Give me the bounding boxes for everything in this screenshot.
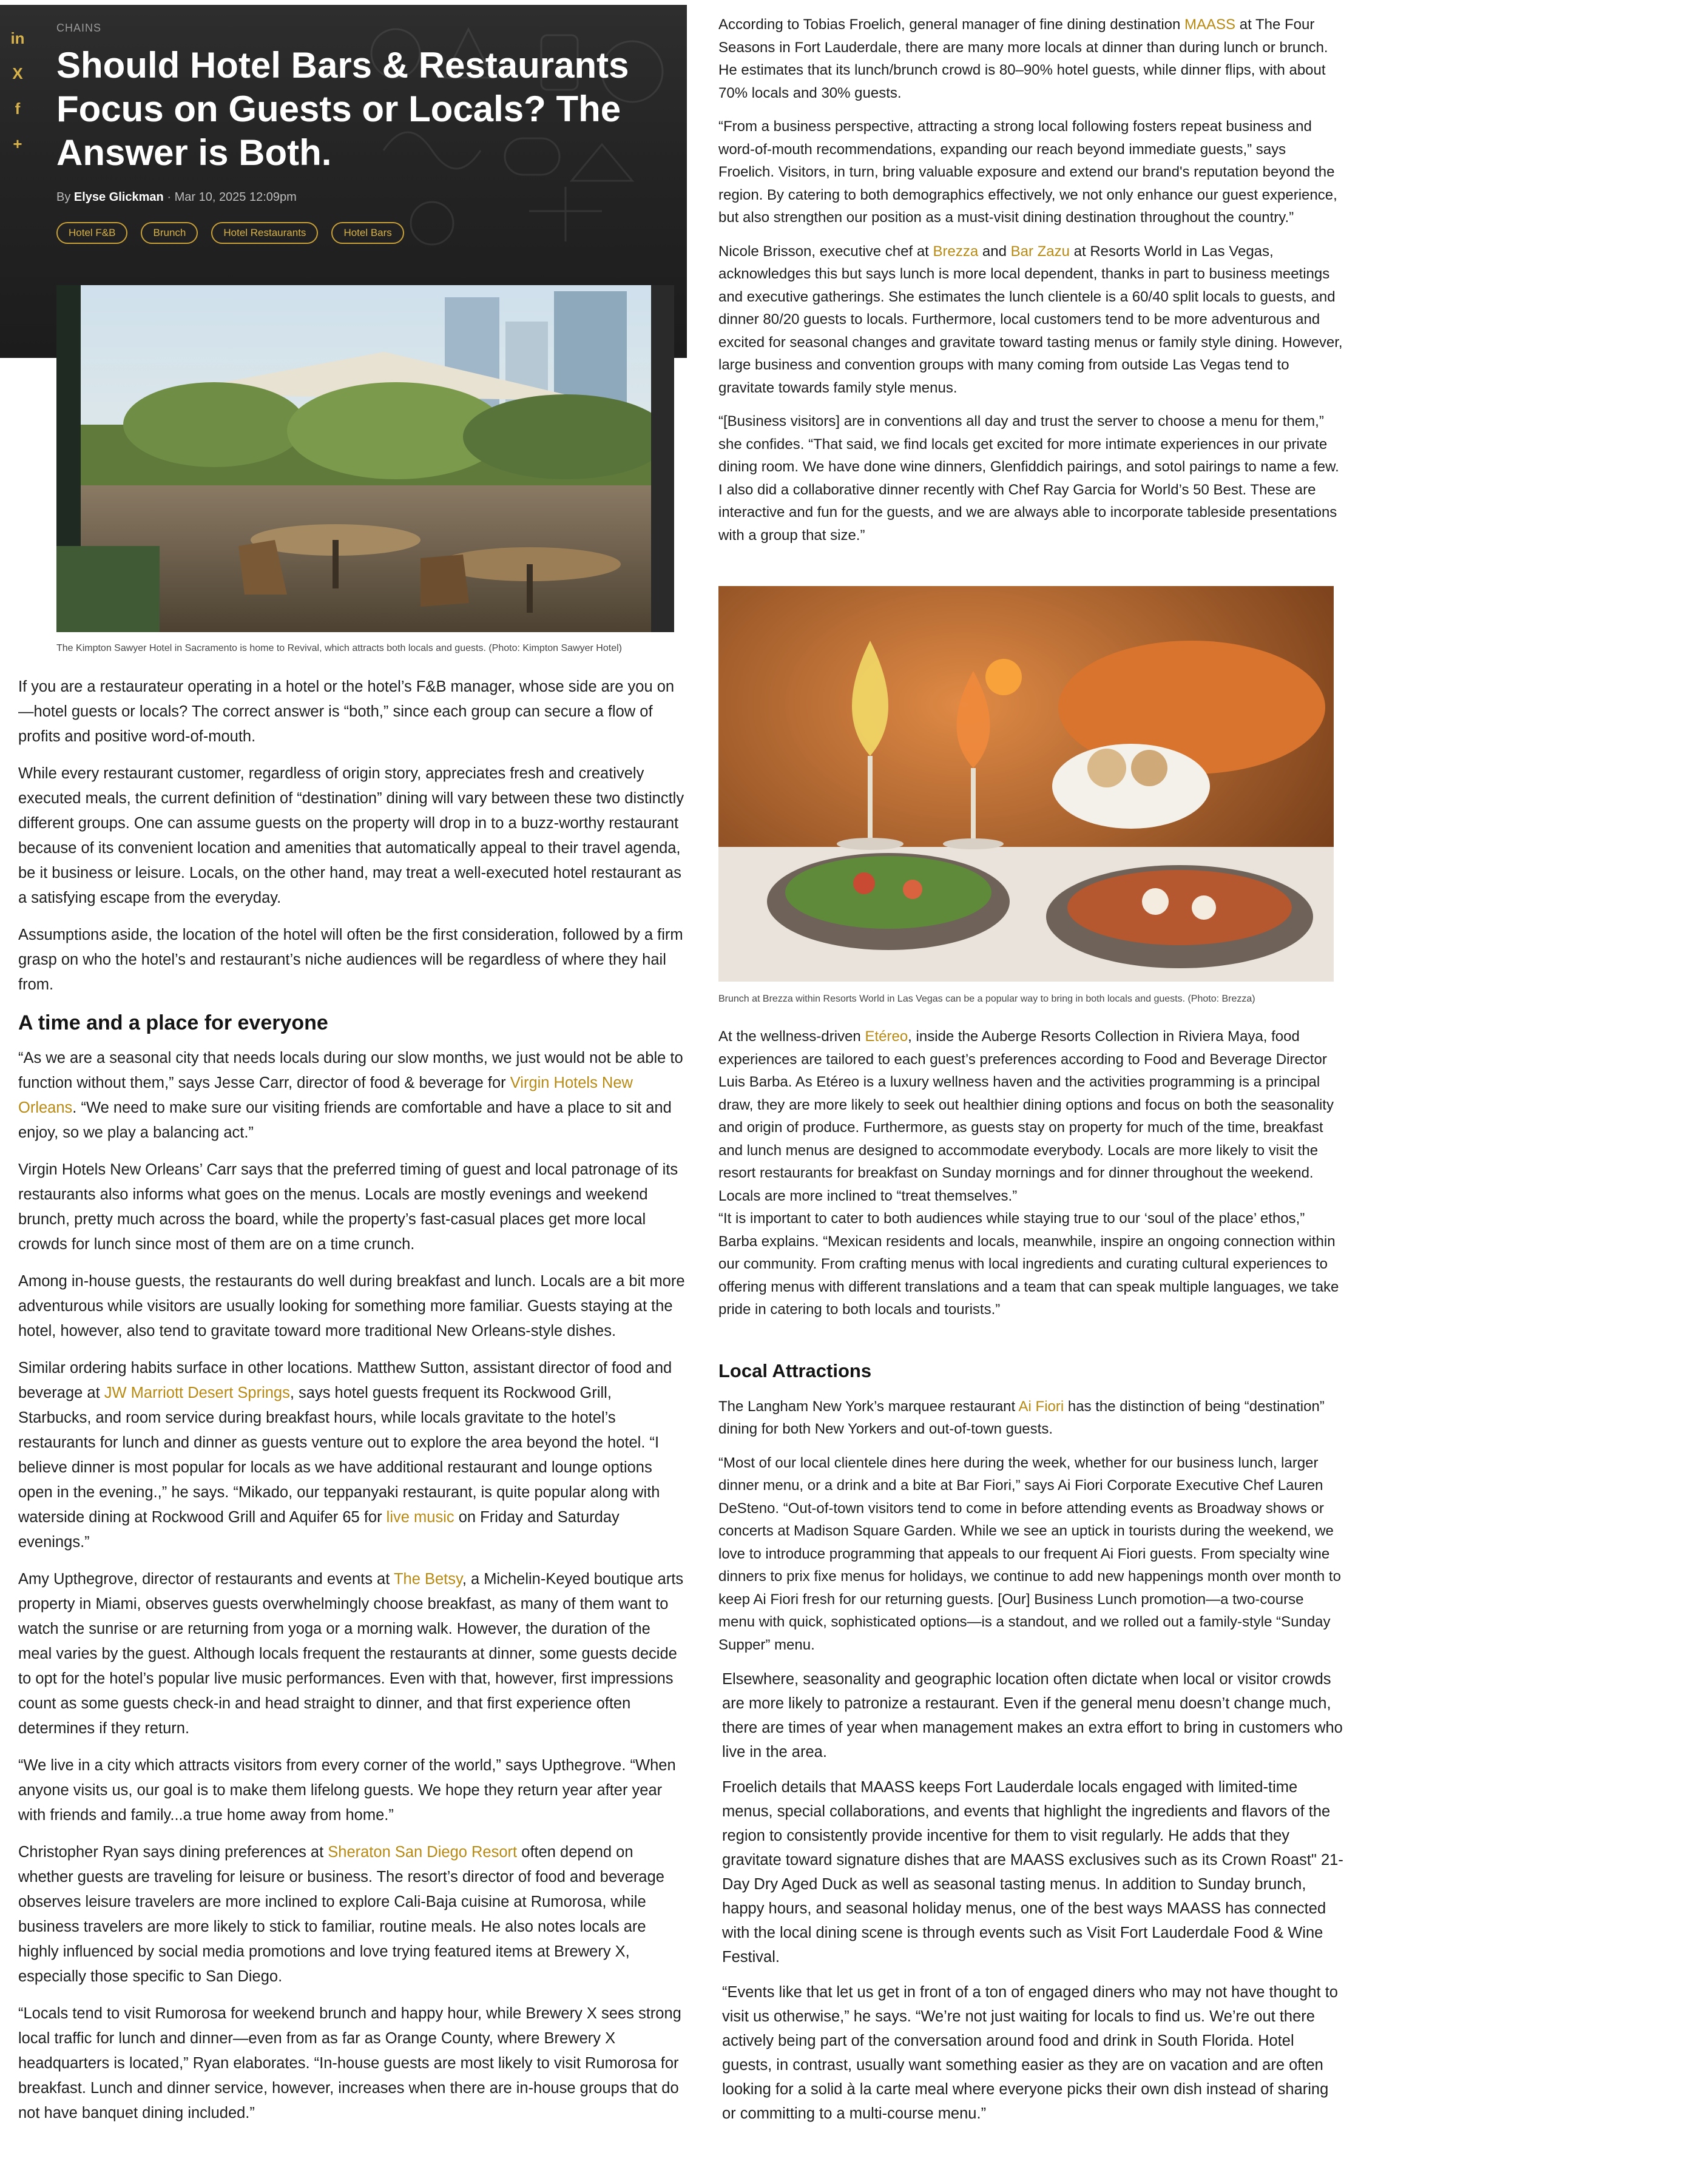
paragraph: “Locals tend to visit Rumorosa for weekend brunch and happy hour, while Brewery X sees strong local traffic for lunch and dinner—even from as far as Orange County, where Brewery X headquarters is located,” Ryan elaborates. “In-house guests are most likely to visit Rumorosa for breakfast. Lunch and dinner service, however, increases when there are in-house groups that do not have banquet dining included.” — [18, 2005, 681, 2122]
text: Similar ordering habits surface in other locations. Matthew Sutton, assistant director of food and beverage at — [18, 1360, 672, 1401]
article-body-right — [718, 13, 1343, 558]
facebook-icon[interactable]: f — [15, 99, 21, 118]
brunch-photo — [718, 586, 1334, 982]
share-bar — [8, 29, 27, 170]
terrace-illustration — [56, 285, 674, 632]
category-kicker[interactable]: CHAINS — [56, 22, 102, 34]
paragraph: “From a business perspective, attracting a strong local following fosters repeat business and word-of-mouth recommendations, expanding our reach beyond immediate guests,” says Froelich. Visitors, in turn, bring valuable exposure and extend our brand's reputation beyond the region. By catering to both demographics effectively, we not only enhance our guest experience, but also strengthen our position as a must-visit dining destination throughout the country.” — [718, 118, 1337, 226]
link-sheraton-san-diego[interactable]: Sheraton San Diego Resort — [328, 1844, 518, 1861]
paragraph — [718, 1395, 1343, 1441]
text: , a Michelin-Keyed boutique arts property in Miami, observes guests overwhelmingly choose breakfast, as many of them want to watch the sunrise or are returning from yoga or a morning walk. However, the duration of the meal varies by the guest. Although locals frequent the restaurants at dinner, some guests decide to opt for the hotel’s popular live music performances. Even with that, however, first impressions count as some guests check-in and head straight to dinner, and that first experience often determines if they return. — [18, 1571, 684, 1737]
paragraph: Froelich details that MAASS keeps Fort Lauderdale locals engaged with limited-time menus, special collaborations, and events that highlight the ingredients and flavors of the region to consistently provide incentive for them to visit regularly. He adds that they gravitate toward signature dishes that are MAASS exclusives such as its Crown Roast" 21-Day Dry Aged Duck as well as seasonal tasting menus. In addition to Sunday brunch, happy hours, and seasonal holiday menus, one of the best ways MAASS has connected with the local dining scene is through events such as Visit Fort Lauderdale Food & Wine Festival. — [722, 1779, 1343, 1966]
text: According to Tobias Froelich, general manager of fine dining destination — [718, 16, 1185, 33]
byline — [56, 190, 297, 204]
tag-hotel-fb[interactable]: Hotel F&B — [56, 222, 127, 244]
paragraph — [718, 13, 1343, 104]
link-ai-fiori[interactable]: Ai Fiori — [1018, 1398, 1064, 1415]
linkedin-icon[interactable]: in — [10, 29, 25, 47]
paragraph — [718, 240, 1343, 400]
text: “As we are a seasonal city that needs locals during our slow months, we just would not be able to function without them,” says Jesse Carr, director of food & beverage for — [18, 1050, 683, 1091]
text: has the distinction of being “destination” dining for both New Yorkers and out-of-town guests. — [718, 1398, 1325, 1437]
paragraph — [718, 1025, 1343, 1207]
tag-brunch[interactable]: Brunch — [141, 222, 198, 244]
paragraph — [18, 1840, 686, 1989]
byline-prefix: By — [56, 190, 71, 204]
brunch-illustration — [718, 586, 1334, 982]
text: , inside the Auberge Resorts Collection in Riviera Maya, food experiences are tailored to each guest’s preferences according to Food and Beverage Director Luis Barba. As Etéreo is a luxury wellness haven and the activities programming is a principal draw, they are more likely to seek out healthier dining options and focus on both the seasonality and origin of produce. Furthermore, as guests stay on property for much of the time, breakfast and lunch menus are designed to accommodate everybody. Locals are more likely to visit the resort restaurants for breakfast on Sunday mornings and for dinner throughout the weekend. Locals are more inclined to “treat themselves.” — [718, 1028, 1334, 1204]
paragraph — [18, 1046, 686, 1145]
paragraph — [18, 1356, 686, 1555]
paragraph: “It is important to cater to both audiences while staying true to our ‘soul of the place’ ethos,” Barba explains. “Mexican residents and locals, meanwhile, inspire an ongoing connection within our community. From crafting menus with local ingredients and curating cultural experiences to offering menus with different translations and a team that can speak multiple languages, we take pride in catering to both locals and tourists.” — [718, 1210, 1339, 1318]
paragraph — [18, 1567, 686, 1741]
share-more-icon[interactable]: + — [13, 135, 22, 153]
paragraph: Assumptions aside, the location of the hotel will often be the first consideration, followed by a firm grasp on who the hotel’s and restaurant’s niche audiences will be regardless of where they hail from. — [18, 926, 683, 993]
link-live-music[interactable]: live music — [386, 1509, 454, 1526]
section-heading-local-attractions: Local Attractions — [718, 1360, 872, 1381]
link-jw-marriott[interactable]: JW Marriott Desert Springs — [104, 1384, 290, 1401]
tag-list — [56, 222, 404, 244]
text: and — [978, 243, 1011, 260]
text: on Friday and Saturday evenings.” — [18, 1509, 620, 1551]
paragraph: “We live in a city which attracts visitors from every corner of the world,” says Upthegrove. “When anyone visits us, our goal is to make them lifelong guests. We hope they return year after year with friends and family...a true home away from home.” — [18, 1757, 676, 1824]
text: Christopher Ryan says dining preferences at — [18, 1844, 328, 1861]
paragraph: While every restaurant customer, regardless of origin story, appreciates fresh and creatively executed meals, the current definition of “destination” dining will vary between these two distinctly different groups. One can assume guests on the property will drop in to a buzz-worthy restaurant because of its convenient location and amenities that automatically appeal to their travel agenda, be it business or leisure. Locals, on the other hand, may treat a well-executed hotel restaurant as a satisfying escape from the everyday. — [18, 765, 684, 906]
link-virgin-hotels[interactable]: Virgin Hotels New Orleans — [18, 1074, 633, 1116]
paragraph: Elsewhere, seasonality and geographic location often dictate when local or visitor crowds are more likely to patronize a restaurant. Even if the general menu doesn’t change much, there are times of year when management makes an extra effort to bring in customers who live in the area. — [722, 1671, 1343, 1761]
hero-photo — [56, 285, 674, 632]
text: often depend on whether guests are traveling for leisure or business. The resort’s director of food and beverage observes leisure travelers are more inclined to explore Cali-Baja cuisine at Rumorosa, while business travelers are more likely to stick to familiar, routine meals. He also notes locals are highly influenced by social media promotions and love trying featured items at Brewery X, especially those specific to San Diego. — [18, 1844, 664, 1985]
brunch-photo-caption: Brunch at Brezza within Resorts World in Las Vegas can be a popular way to bring in both locals and guests. (Photo: Brezza) — [718, 994, 1255, 1004]
paragraph: Virgin Hotels New Orleans’ Carr says that the preferred timing of guest and local patronage of its restaurants also informs what goes on the menus. Locals are mostly evenings and weekend brunch, pretty much across the board, while the property’s fast-casual places get more local crowds for lunch since most of them are on a time crunch. — [18, 1161, 678, 1253]
text: . “We need to make sure our visiting friends are comfortable and have a place to sit and enjoy, so we play a balancing act.” — [18, 1099, 672, 1141]
tag-hotel-bars[interactable]: Hotel Bars — [331, 222, 404, 244]
paragraph: “Most of our local clientele dines here during the week, whether for our business lunch, larger dinner menu, or a drink and a bite at Bar Fiori,” says Ai Fiori Corporate Executive Chef Lauren DeSteno. “Out-of-town visitors tend to come in before attending events as Broadway shows or concerts at Madison Square Garden. While we see an uptick in tourists during the weekend, we love to introduce programming that appeals to our frequent Ai Fiori guests. From specialty wine dinners to prix fixe menus for holidays, we continue to add new happenings month over month to keep Ai Fiori fresh for our returning guests. [Our] Business Lunch promotion—a two-course menu with quick, sophisticated options—is a standout, and we rolled out a family-style “Sunday Supper” menu. — [718, 1454, 1341, 1653]
hero-photo-caption: The Kimpton Sawyer Hotel in Sacramento is home to Revival, which attracts both locals and guests. (Photo: Kimpton Sawyer Hotel) — [56, 643, 622, 653]
text: at The Four Seasons in Fort Lauderdale, there are many more locals at dinner than during lunch or brunch. He estimates that its lunch/brunch crowd is 80–90% hotel guests, while dinner flips, with about 70% locals and 30% guests. — [718, 16, 1328, 101]
text: Amy Upthegrove, director of restaurants and events at — [18, 1571, 394, 1588]
text: at Resorts World in Las Vegas, acknowledges this but says lunch is more local dependent, thanks in part to business meetings and executive gatherings. She estimates the lunch clientele is a 60/40 split locals to guests, and dinner 80/20 guests to locals. Furthermore, local customers tend to be more adventurous and excited for seasonal changes and gravitate toward tasting menus or family style dining. However, large business and convention groups with many coming from outside Las Vegas tend to gravitate towards family style menus. — [718, 243, 1343, 396]
text: At the wellness-driven — [718, 1028, 865, 1045]
link-bar-zazu[interactable]: Bar Zazu — [1010, 243, 1070, 260]
tag-hotel-restaurants[interactable]: Hotel Restaurants — [211, 222, 318, 244]
byline-separator: · — [167, 190, 172, 204]
section-heading-time-place: A time and a place for everyone — [18, 1011, 328, 1034]
author-name[interactable]: Elyse Glickman — [73, 190, 164, 204]
link-brezza[interactable]: Brezza — [933, 243, 979, 260]
paragraph: If you are a restaurateur operating in a hotel or the hotel’s F&B manager, whose side are you on—hotel guests or locals? The correct answer is “both,” since each group can secure a flow of profits and positive word-of-mouth. — [18, 678, 675, 745]
paragraph: Among in-house guests, the restaurants do well during breakfast and lunch. Locals are a bit more adventurous while visitors are usually looking for something more familiar. Guests staying at the hotel, however, also tend to gravitate toward more traditional New Orleans-style dishes. — [18, 1273, 685, 1340]
text: Nicole Brisson, executive chef at — [718, 243, 933, 260]
article-body-left — [18, 675, 686, 2138]
link-maass[interactable]: MAASS — [1184, 16, 1236, 33]
text: The Langham New York’s marquee restaurant — [718, 1398, 1019, 1415]
link-the-betsy[interactable]: The Betsy — [393, 1571, 462, 1588]
paragraph: “Events like that let us get in front of a ton of engaged diners who may not have thought to visit us otherwise,” he says. “We’re not just waiting for locals to find us. We’re out there actively being part of the conversation around food and drink in South Florida. Hotel guests, in contrast, usually want something easier as they are on vacation and are often looking for a solid à la carte meal where everyone picks their own dish instead of sharing or committing to a multi-course menu.” — [722, 1984, 1338, 2122]
link-etereo[interactable]: Etéreo — [865, 1028, 908, 1045]
text: , says hotel guests frequent its Rockwood Grill, Starbucks, and room service during breakfast hours, while locals gravitate to the hotel’s restaurants for lunch and dinner as guests venture out to explore the area beyond the hotel. “I believe dinner is most popular for locals as we have additional restaurant and lounge options open in the evening.,” he says. “Mikado, our teppanyaki restaurant, is quite popular along with waterside dining at Rockwood Grill and Aquifer 65 for — [18, 1384, 660, 1526]
article-body-right-lower — [718, 1025, 1343, 2137]
paragraph: “[Business visitors] are in conventions all day and trust the server to choose a menu for them,” she confides. “That said, we find locals get excited for more intimate experiences in our private dining room. We have done wine dinners, Glenfiddich pairings, and sotol pairings to name a few. I also did a collaborative dinner recently with Chef Ray Garcia for World’s 50 Best. These are interactive and fun for the guests, and we are always able to incorporate tableside presentations with a group that size.” — [718, 413, 1339, 544]
article-title: Should Hotel Bars & Restaurants Focus on Guests or Locals? The Answer is Both. — [56, 45, 629, 173]
publish-date: Mar 10, 2025 12:09pm — [174, 190, 297, 204]
x-twitter-icon[interactable]: X — [12, 64, 23, 83]
